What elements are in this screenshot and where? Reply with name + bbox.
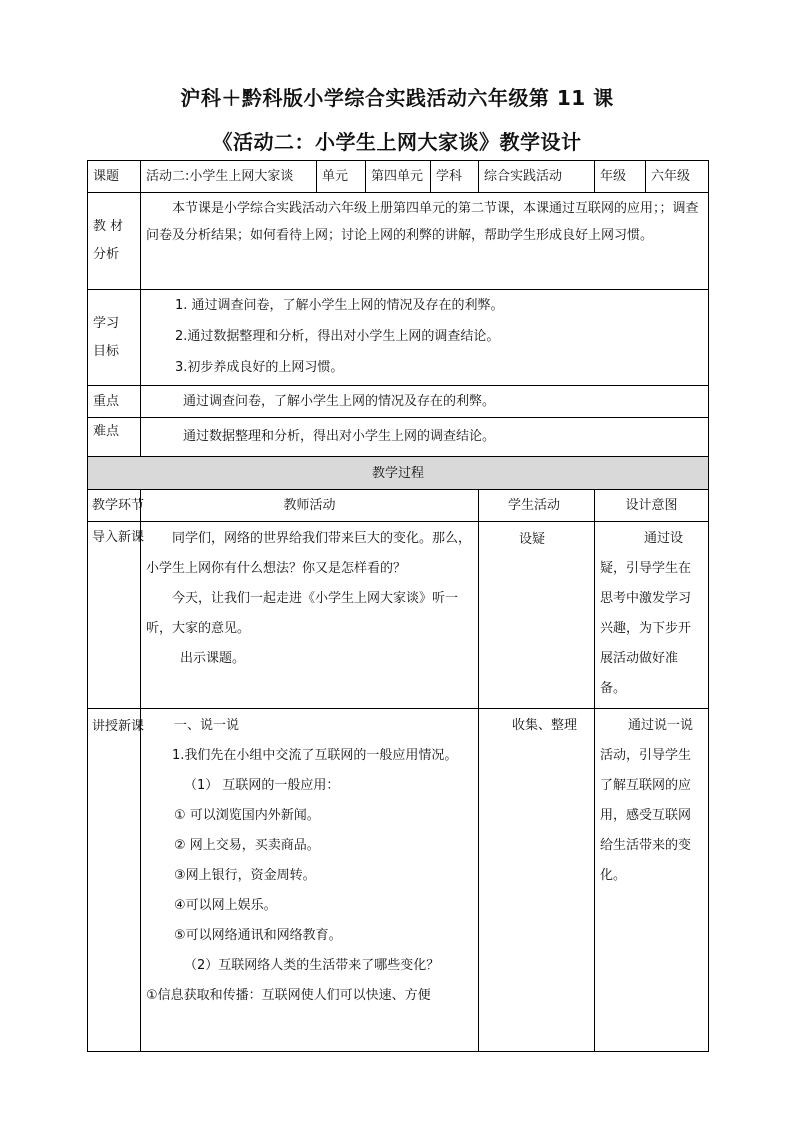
col-intent: 设计意图: [595, 490, 709, 522]
info-row: [88, 161, 709, 193]
teacher-line: ①信息获取和传播：互联网使人们可以快速、方便: [146, 988, 431, 1003]
teacher-line: ③网上银行，资金周转。: [174, 868, 316, 883]
document-title-line2: 《活动二：小学生上网大家谈》教学设计: [212, 130, 582, 154]
stage1-intent: 通过设疑，引导学生在思考中激发学习兴趣，为下步开展活动做好准备。: [595, 522, 709, 709]
teacher-paragraph: 出示课题。: [180, 651, 246, 666]
grade-value: 六年级: [646, 161, 709, 193]
unit-label: 单元: [317, 161, 366, 193]
topic-label: 课题: [88, 161, 141, 193]
analysis-text: [141, 193, 709, 290]
stage1-student: 设疑: [479, 522, 595, 709]
objectives-label-line1: 学习: [93, 315, 120, 331]
document-title-line1: 沪科＋黔科版小学综合实践活动六年级第 11 课: [180, 86, 614, 110]
stage2-teacher: [141, 709, 479, 1052]
col-student: 学生活动: [479, 490, 595, 522]
process-header-row: [88, 457, 709, 490]
subject-value: 综合实践活动: [479, 161, 595, 193]
col-teacher: 教师活动: [141, 490, 479, 522]
teacher-line: ① 可以浏览国内外新闻。: [174, 808, 320, 823]
stage1-teacher: [141, 522, 479, 709]
unit-value: 第四单元: [366, 161, 431, 193]
stage-row-intro: [88, 522, 709, 709]
objective-item: 2.通过数据整理和分析，得出对小学生上网的调查结论。: [175, 329, 500, 344]
analysis-label-line1: 教 材: [93, 219, 124, 234]
teacher-line: 一、说一说: [174, 718, 240, 733]
objectives-row: [88, 290, 709, 386]
key-point-row: [88, 386, 709, 418]
stage2-student: 收集、整理: [479, 709, 595, 1052]
analysis-label-line2: 分析: [93, 247, 120, 262]
teacher-paragraph: 今天，让我们一起走进《小学生上网大家谈》听一听，大家的意见。: [146, 591, 459, 636]
key-point-text: 通过调查问卷，了解小学生上网的情况及存在的利弊。: [141, 386, 709, 418]
difficult-point-label: 难点: [88, 418, 141, 457]
objective-item: 1. 通过调查问卷，了解小学生上网的情况及存在的利弊。: [175, 298, 504, 313]
col-stage: 教学环节: [88, 490, 141, 522]
grade-label: 年级: [595, 161, 646, 193]
analysis-label: [88, 193, 141, 290]
analysis-row: [88, 193, 709, 290]
stage2-name: 讲授新课: [88, 709, 141, 1052]
teacher-line: 1.我们先在小组中交流了互联网的一般应用情况。: [172, 748, 458, 763]
topic-value: 活动二:小学生上网大家谈: [141, 161, 317, 193]
analysis-paragraph: 本节课是小学综合实践活动六年级上册第四单元的第二节课，本课通过互联网的应用；；调查问卷及分析结果；如何看待上网；讨论上网的利弊的讲解，帮助学生形成良好上网习惯。: [146, 201, 699, 243]
teacher-line: ④可以网上娱乐。: [174, 898, 277, 913]
teacher-line: ② 网上交易，买卖商品。: [174, 838, 320, 853]
stage-row-new-lesson: [88, 709, 709, 1052]
objective-item: 3.初步养成良好的上网习惯。: [175, 360, 344, 375]
teacher-paragraph: 同学们，网络的世界给我们带来巨大的变化。那么，小学生上网你有什么想法？你又是怎样看的？: [146, 531, 472, 576]
subject-label: 学科: [431, 161, 479, 193]
teacher-line: ⑤可以网络通讯和网络教育。: [174, 928, 342, 943]
teacher-line: （1） 互联网的一般应用：: [184, 778, 340, 793]
objectives-label: [88, 290, 141, 386]
objectives-label-line2: 目标: [93, 343, 120, 359]
lesson-plan-table: [87, 160, 709, 1052]
stage2-intent: 通过说一说活动，引导学生了解互联网的应用，感受互联网给生活带来的变化。: [595, 709, 709, 1052]
difficult-point-text: 通过数据整理和分析，得出对小学生上网的调查结论。: [141, 418, 709, 457]
process-header: 教学过程: [88, 457, 709, 490]
stage1-name: 导入新课: [88, 522, 141, 709]
objectives-list: [141, 290, 709, 386]
process-columns-row: [88, 490, 709, 522]
difficult-point-row: [88, 418, 709, 457]
key-point-label: 重点: [88, 386, 141, 418]
teacher-line: （2）互联网络人类的生活带来了哪些变化？: [184, 958, 440, 973]
